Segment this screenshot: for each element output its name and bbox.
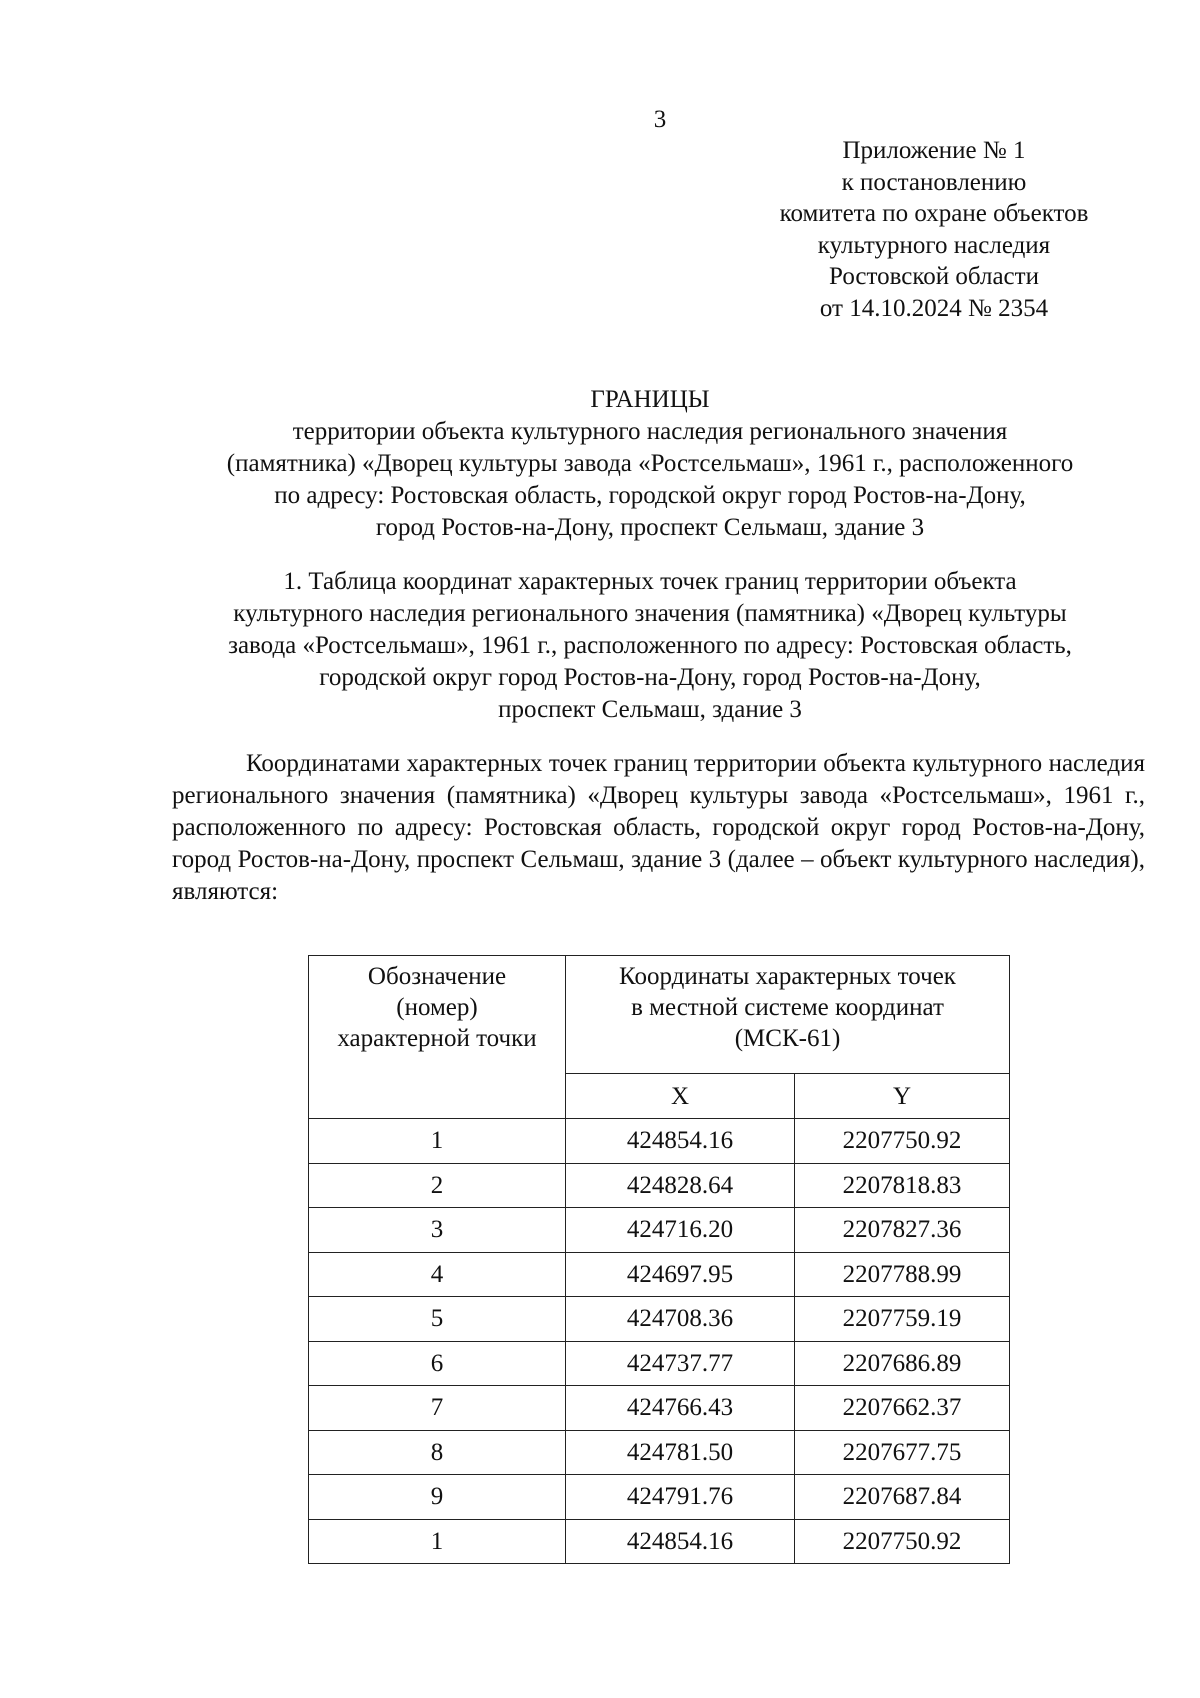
cell-point: 5: [309, 1297, 566, 1342]
coordinates-table: [308, 955, 1010, 1564]
section-line: 1. Таблица координат характерных точек границ территории объекта: [283, 568, 1017, 595]
header-coordinates: [566, 956, 1010, 1074]
cell-y: 2207759.19: [795, 1297, 1010, 1342]
appendix-line: от 14.10.2024 № 2354: [819, 294, 1049, 322]
cell-point: 9: [309, 1475, 566, 1520]
title-heading: ГРАНИЦЫ: [590, 386, 710, 413]
cell-x: 424716.20: [566, 1208, 795, 1253]
cell-x: 424697.95: [566, 1252, 795, 1297]
header-line: в местной системе координат: [631, 994, 944, 1021]
cell-y: 2207662.37: [795, 1386, 1010, 1431]
cell-x: 424708.36: [566, 1297, 795, 1342]
header-line: (номер): [396, 994, 478, 1021]
table-row: [309, 1297, 1010, 1342]
header-line: Координаты характерных точек: [619, 963, 956, 990]
table-row: [309, 1119, 1010, 1164]
body-paragraph: Координатами характерных точек границ территории объекта культурного наследия регионального значения (памятника) «Дворец культуры завода «Ростсельмаш», 1961 г., расположенного по адресу: Ростовская область, городской округ город Ростов-на-Дону, город Ростов-на-Дону, проспект Сельмаш, здание 3 (далее – объект культурного наследия), являются:: [172, 750, 1145, 905]
cell-x: 424854.16: [566, 1519, 795, 1564]
document-title: [150, 384, 1150, 544]
table-row: [309, 1252, 1010, 1297]
cell-x: 424766.43: [566, 1386, 795, 1431]
header-line: характерной точки: [337, 1025, 537, 1052]
appendix-line: Ростовской области: [829, 263, 1039, 290]
cell-y: 2207677.75: [795, 1430, 1010, 1475]
title-line: город Ростов-на-Дону, проспект Сельмаш, здание 3: [375, 514, 925, 541]
cell-point: 8: [309, 1430, 566, 1475]
cell-y: 2207788.99: [795, 1252, 1010, 1297]
cell-y: 2207750.92: [795, 1519, 1010, 1564]
title-line: (памятника) «Дворец культуры завода «Ростсельмаш», 1961 г., расположенного: [226, 450, 1074, 477]
cell-point: 3: [309, 1208, 566, 1253]
cell-point: 1: [309, 1519, 566, 1564]
title-line: по адресу: Ростовская область, городской округ город Ростов-на-Дону,: [274, 482, 1026, 509]
cell-y: 2207818.83: [795, 1163, 1010, 1208]
table-row: [309, 1341, 1010, 1386]
cell-x: 424828.64: [566, 1163, 795, 1208]
cell-point: 2: [309, 1163, 566, 1208]
table-row: [309, 1519, 1010, 1564]
appendix-line: культурного наследия: [817, 231, 1051, 259]
section-line: культурного наследия регионального значения (памятника) «Дворец культуры: [233, 600, 1067, 627]
cell-x: 424737.77: [566, 1341, 795, 1386]
appendix-line: Приложение № 1: [842, 137, 1026, 164]
appendix-header: [746, 135, 1122, 324]
cell-x: 424781.50: [566, 1430, 795, 1475]
cell-y: 2207827.36: [795, 1208, 1010, 1253]
section-line: городской округ город Ростов-на-Дону, город Ростов-на-Дону,: [319, 664, 981, 691]
table-row: [309, 1163, 1010, 1208]
appendix-line: комитета по охране объектов: [779, 200, 1089, 227]
table-row: [309, 1430, 1010, 1475]
header-line: (МСК-61): [734, 1025, 841, 1052]
header-point-designation: [309, 956, 566, 1119]
header-line: Обозначение: [367, 963, 507, 990]
cell-point: 4: [309, 1252, 566, 1297]
header-y: Y: [795, 1074, 1010, 1119]
header-x: X: [566, 1074, 795, 1119]
cell-y: 2207687.84: [795, 1475, 1010, 1520]
table-row: [309, 1386, 1010, 1431]
section-line: завода «Ростсельмаш», 1961 г., расположенного по адресу: Ростовская область,: [228, 632, 1072, 659]
cell-point: 6: [309, 1341, 566, 1386]
section-heading: [150, 566, 1150, 726]
cell-y: 2207686.89: [795, 1341, 1010, 1386]
cell-x: 424791.76: [566, 1475, 795, 1520]
table-row: [309, 1208, 1010, 1253]
cell-y: 2207750.92: [795, 1119, 1010, 1164]
page-number: 3: [653, 106, 667, 133]
cell-point: 7: [309, 1386, 566, 1431]
table-row: [309, 1475, 1010, 1520]
section-line: проспект Сельмаш, здание 3: [498, 696, 802, 723]
cell-point: 1: [309, 1119, 566, 1164]
appendix-line: к постановлению: [841, 168, 1027, 196]
cell-x: 424854.16: [566, 1119, 795, 1164]
title-line: территории объекта культурного наследия регионального значения: [292, 418, 1008, 445]
